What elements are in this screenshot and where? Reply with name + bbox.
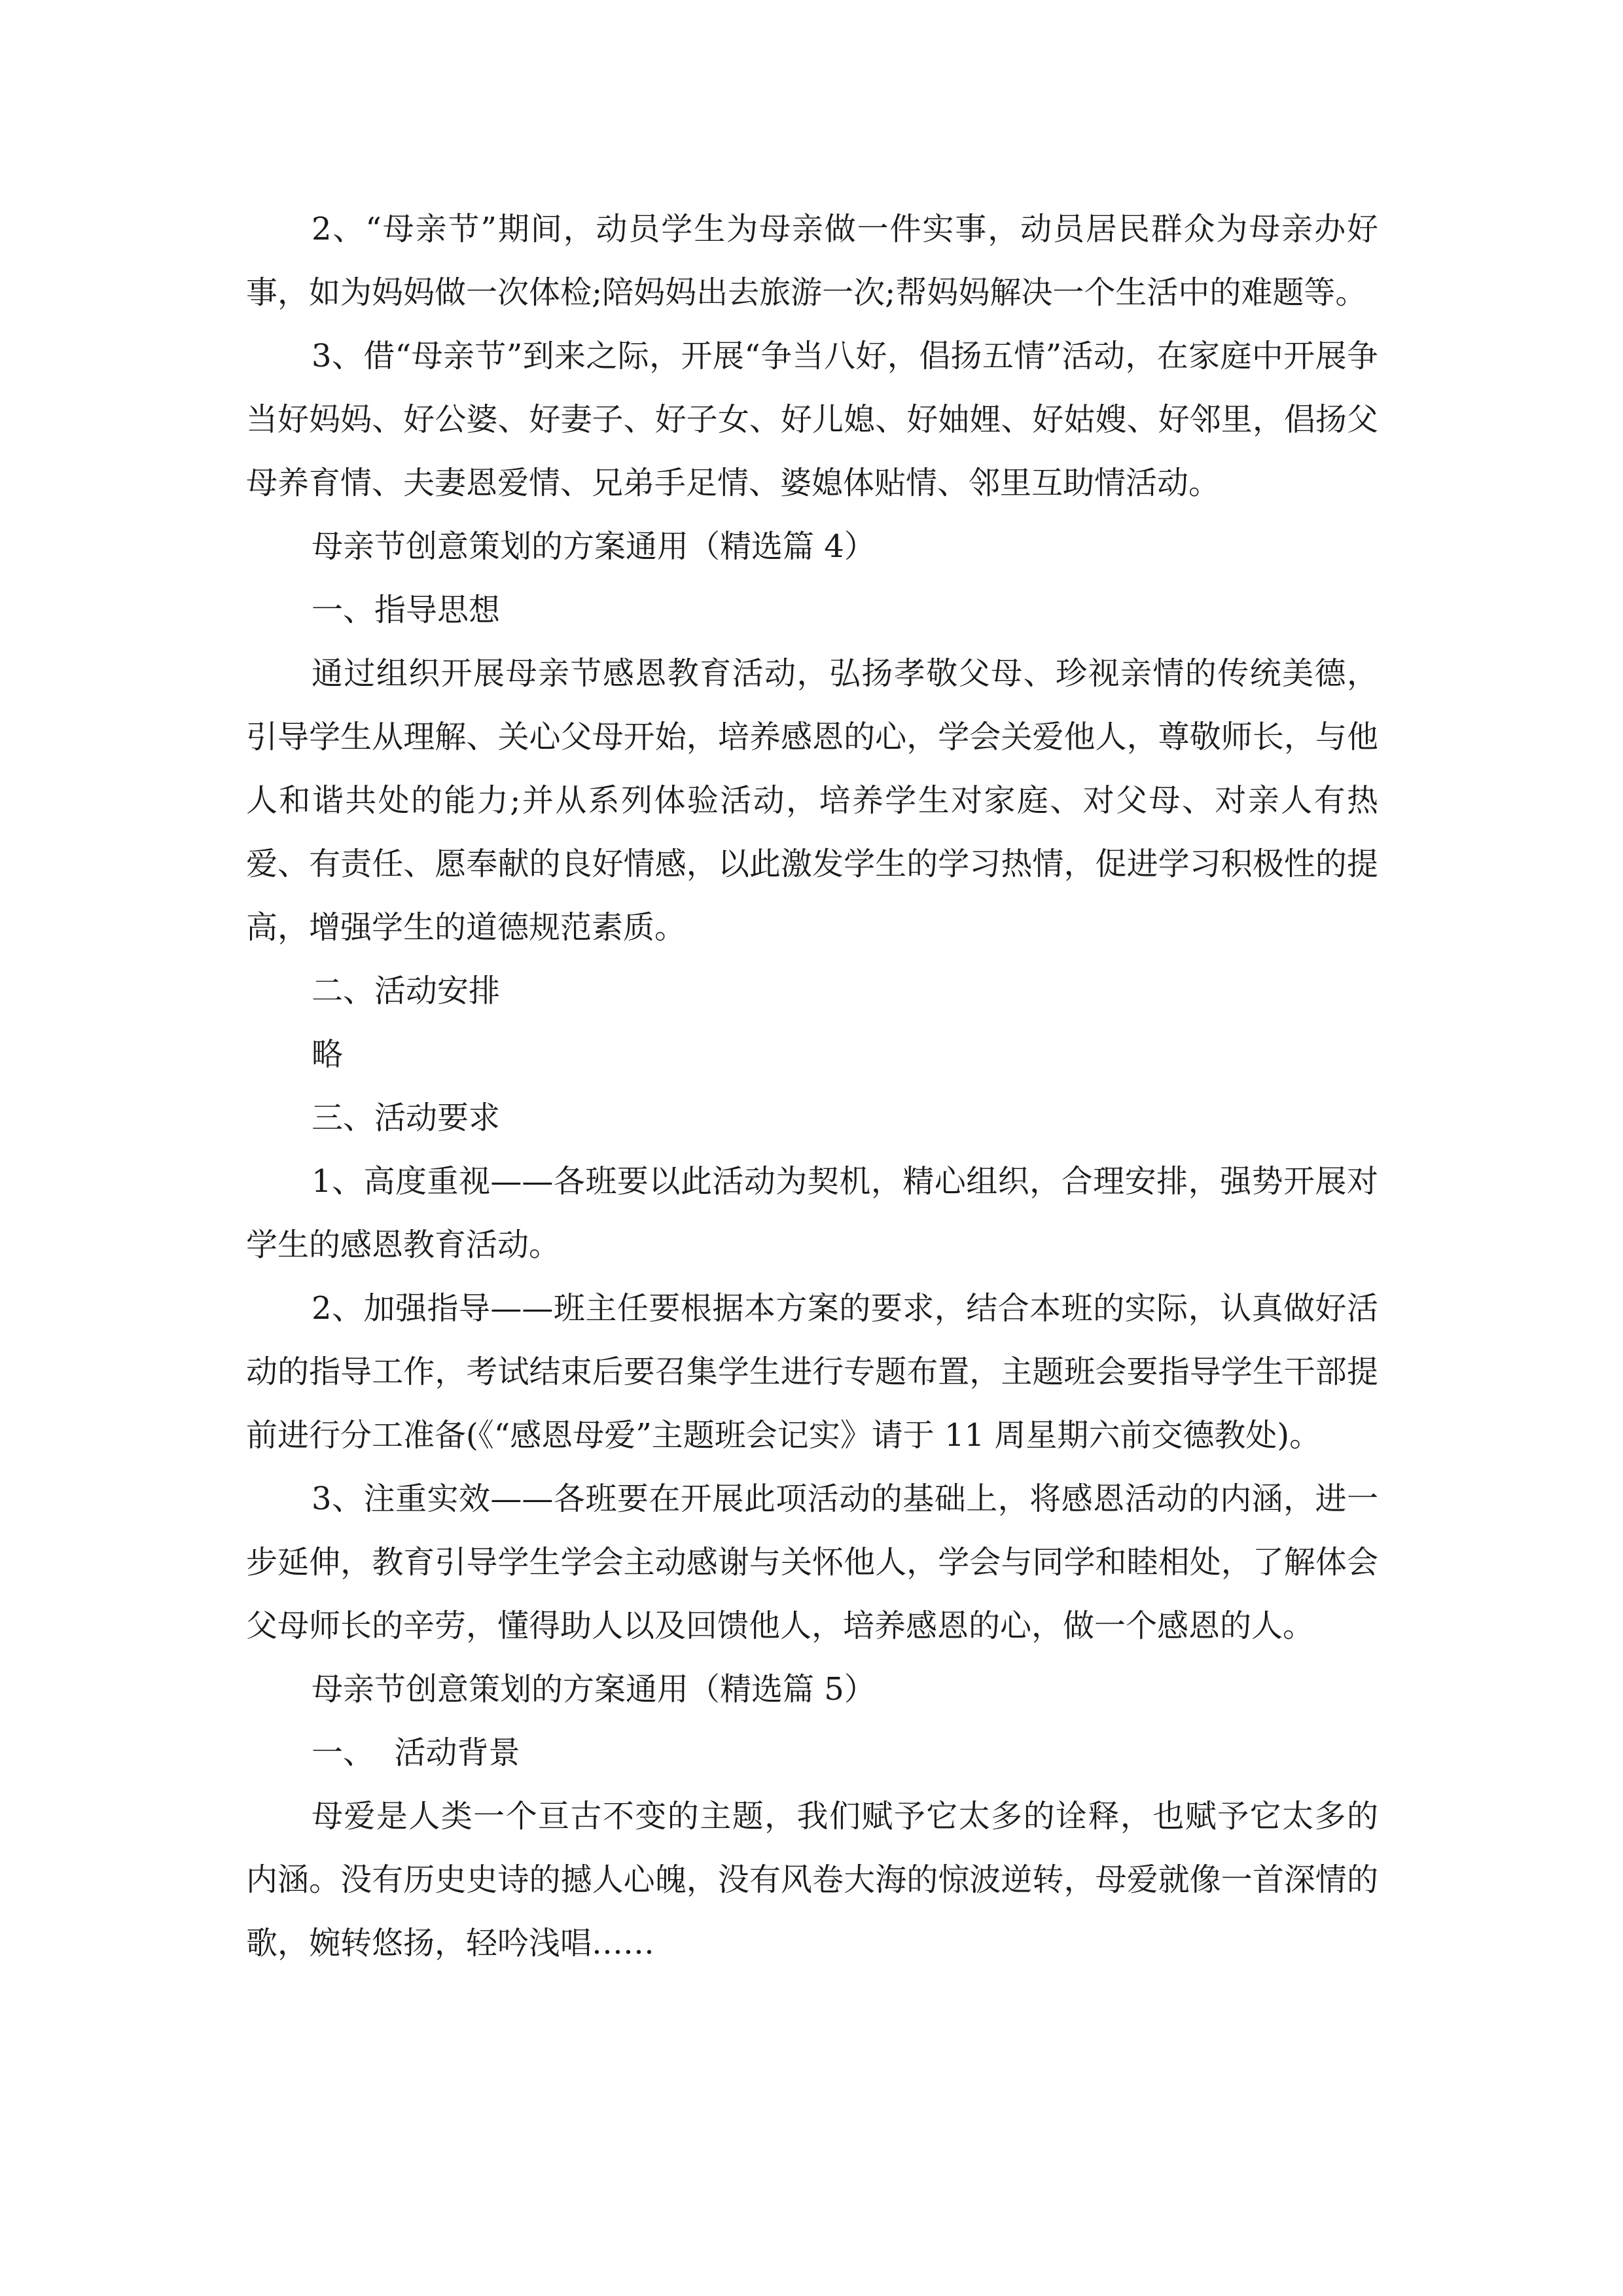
document-body [246, 198, 1378, 1975]
paragraph-activity-background: 母爱是人类一个亘古不变的主题，我们赋予它太多的诠释，也赋予它太多的内涵。没有历史史诗的撼人心魄，没有风卷大海的惊波逆转，母爱就像一首深情的歌，婉转悠扬，轻吟浅唱…… [246, 1798, 1378, 1962]
section-title-part-5: 母亲节创意策划的方案通用（精选篇 5） [312, 1671, 876, 1708]
paragraph-omitted: 略 [312, 1036, 344, 1073]
heading-guiding-thought: 一、指导思想 [312, 592, 501, 628]
requirement-item-2: 2、加强指导——班主任要根据本方案的要求，结合本班的实际，认真做好活动的指导工作，考试结束后要召集学生进行专题布置，主题班会要指导学生干部提前进行分工准备(《“感恩母爱”主题班会记实》请于 11 周星期六前交德教处)。 [246, 1290, 1378, 1454]
heading-activity-arrangement: 二、活动安排 [312, 973, 501, 1009]
requirement-item-3: 3、注重实效——各班要在开展此项活动的基础上，将感恩活动的内涵，进一步延伸，教育引导学生学会主动感谢与关怀他人，学会与同学和睦相处，了解体会父母师长的辛劳，懂得助人以及回馈他人，培养感恩的心，做一个感恩的人。 [246, 1480, 1378, 1644]
section-title-part-4: 母亲节创意策划的方案通用（精选篇 4） [312, 528, 876, 565]
paragraph-guiding-thought: 通过组织开展母亲节感恩教育活动，弘扬孝敬父母、珍视亲情的传统美德，引导学生从理解、关心父母开始，培养感恩的心，学会关爱他人，尊敬师长，与他人和谐共处的能力;并从系列体验活动，培养学生对家庭、对父母、对亲人有热爱、有责任、愿奉献的良好情感，以此激发学生的学习热情，促进学习积极性的提高，增强学生的道德规范素质。 [246, 655, 1378, 946]
paragraph-item-2: 2、“母亲节”期间，动员学生为母亲做一件实事，动员居民群众为母亲办好事，如为妈妈做一次体检;陪妈妈出去旅游一次;帮妈妈解决一个生活中的难题等。 [246, 211, 1378, 311]
heading-activity-background: 一、 活动背景 [312, 1734, 520, 1771]
requirement-item-1: 1、高度重视——各班要以此活动为契机，精心组织，合理安排，强势开展对学生的感恩教育活动。 [246, 1163, 1378, 1263]
heading-activity-requirements: 三、活动要求 [312, 1100, 501, 1136]
paragraph-item-3: 3、借“母亲节”到来之际，开展“争当八好，倡扬五情”活动，在家庭中开展争当好妈妈、好公婆、好妻子、好子女、好儿媳、好妯娌、好姑嫂、好邻里，倡扬父母养育情、夫妻恩爱情、兄弟手足情、婆媳体贴情、邻里互助情活动。 [246, 338, 1378, 501]
